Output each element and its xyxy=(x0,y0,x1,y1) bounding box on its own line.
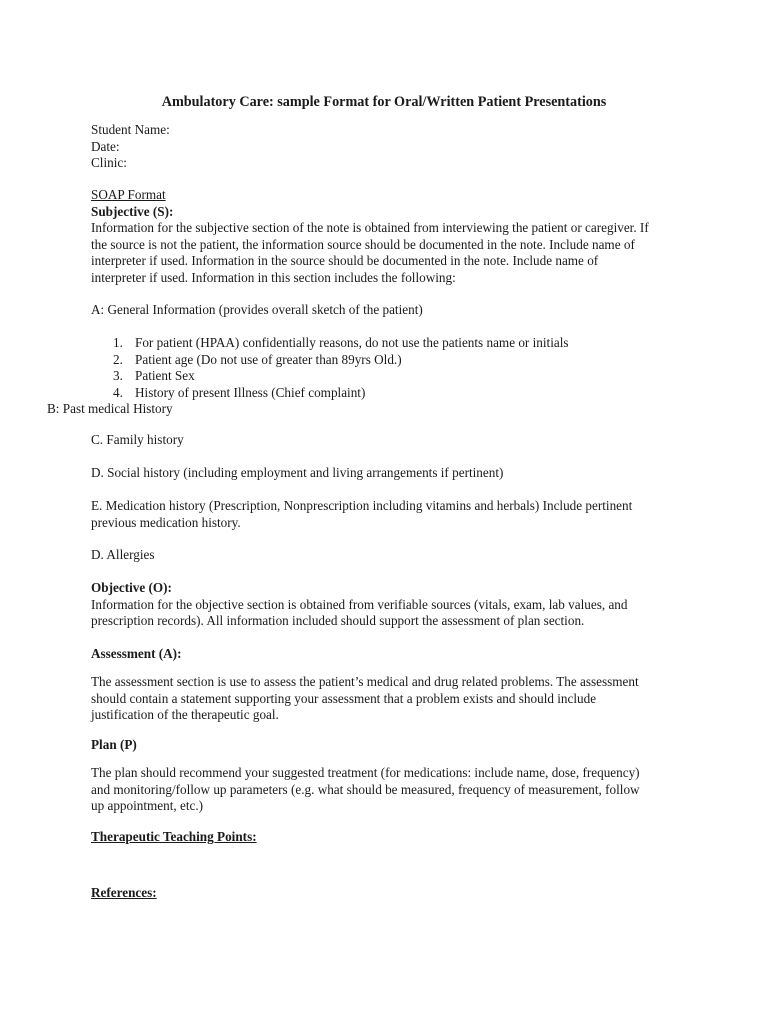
list-number: 4. xyxy=(113,384,123,400)
subjective-text-line: interpreter if used. Information in the source should be documented in the note. Include name of xyxy=(91,253,599,268)
general-info-label: A: General Information (provides overall sketch of the patient) xyxy=(91,302,423,317)
assessment-text-line: The assessment section is use to assess the patient’s medical and drug related problems. The assessment xyxy=(91,674,639,689)
assessment-text-line: justification of the therapeutic goal. xyxy=(91,707,279,722)
allergies-label: D. Allergies xyxy=(91,547,155,562)
assessment-heading: Assessment (A): xyxy=(91,646,182,661)
soap-format-label: SOAP Format xyxy=(91,187,166,202)
subjective-section xyxy=(91,187,671,286)
plan-heading-block xyxy=(91,737,671,754)
medication-history xyxy=(91,498,671,531)
objective-text-line: Information for the objective section is obtained from verifiable sources (vitals, exam, lab values, and xyxy=(91,596,628,612)
assessment-text-line: should contain a statement supporting your assessment that a problem exists and should include xyxy=(91,690,597,706)
subjective-text-line: Information for the subjective section of the note is obtained from interviewing the patient or caregiver. If xyxy=(91,220,649,235)
assessment-heading-block xyxy=(91,646,671,663)
allergies xyxy=(91,547,671,564)
plan-text-line: The plan should recommend your suggested treatment (for medications: include name, dose, frequency) xyxy=(91,765,640,780)
list-text: For patient (HPAA) confidentially reasons, do not use the patients name or initials xyxy=(135,335,569,350)
references-heading: References: xyxy=(91,885,157,900)
list-number: 2. xyxy=(113,351,123,367)
document-title: Ambulatory Care: sample Format for Oral/Written Patient Presentations xyxy=(161,94,607,110)
list-item xyxy=(91,385,671,402)
general-info-list xyxy=(47,335,671,418)
references-block xyxy=(91,885,671,902)
list-number: 3. xyxy=(113,368,123,383)
student-name-label: Student Name: xyxy=(91,122,170,137)
assessment-section xyxy=(91,674,671,724)
plan-text-line: up appointment, etc.) xyxy=(91,798,204,813)
family-history xyxy=(91,432,671,449)
plan-text-line: and monitoring/follow up parameters (e.g. what should be measured, frequency of measurement, follow xyxy=(91,781,640,797)
past-medical-history-label: B: Past medical History xyxy=(47,401,173,416)
objective-text-line: prescription records). All information included should support the assessment of plan section. xyxy=(91,613,585,628)
list-item xyxy=(91,368,671,385)
family-history-label: C. Family history xyxy=(91,432,184,447)
general-information xyxy=(91,302,671,319)
teaching-points-block xyxy=(91,829,671,846)
date-label: Date: xyxy=(91,138,120,154)
clinic-label: Clinic: xyxy=(91,155,127,170)
medication-history-line: previous medication history. xyxy=(91,514,241,530)
plan-section xyxy=(91,765,671,815)
teaching-points-heading: Therapeutic Teaching Points: xyxy=(91,829,257,844)
list-text: Patient Sex xyxy=(135,368,195,383)
objective-section xyxy=(91,580,671,630)
subjective-heading: Subjective (S): xyxy=(91,203,174,219)
objective-heading: Objective (O): xyxy=(91,580,172,595)
subjective-text-line: interpreter if used. Information in this section includes the following: xyxy=(91,269,456,285)
social-history-label: D. Social history (including employment and living arrangements if pertinent) xyxy=(91,465,504,480)
list-item xyxy=(91,352,671,369)
list-item xyxy=(91,335,671,352)
medication-history-line: E. Medication history (Prescription, Nonprescription including vitamins and herbals) Include pertinent xyxy=(91,498,633,513)
list-number: 1. xyxy=(113,335,123,350)
plan-heading: Plan (P) xyxy=(91,737,137,752)
subjective-text-line: the source is not the patient, the information source should be documented in the note. Include name of xyxy=(91,236,635,252)
list-text: Patient age (Do not use of greater than 89yrs Old.) xyxy=(135,351,402,367)
social-history xyxy=(91,465,671,482)
header-fields xyxy=(91,122,671,172)
list-text: History of present Illness (Chief complaint) xyxy=(135,384,366,400)
